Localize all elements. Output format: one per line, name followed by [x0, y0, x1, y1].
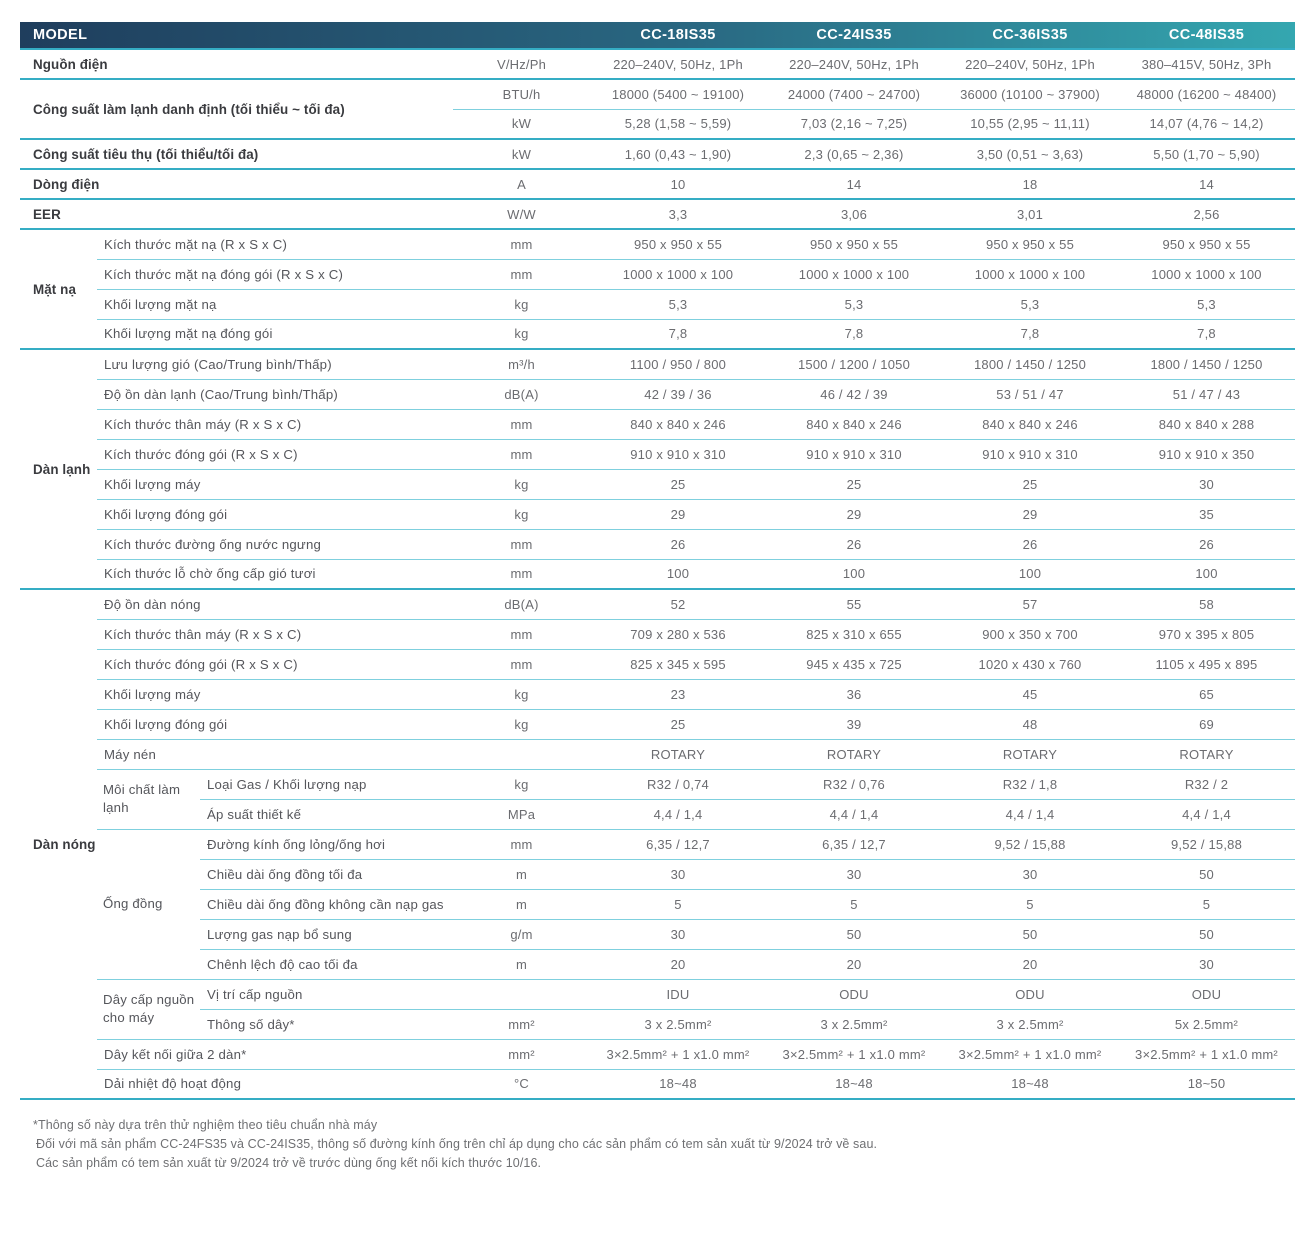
value-cell: 5	[766, 889, 942, 919]
unit-cell: kg	[453, 769, 590, 799]
value-cell: 5,3	[1118, 289, 1295, 319]
table-row	[20, 469, 1295, 499]
value-cell: 10	[590, 169, 766, 199]
value-cell: 1000 x 1000 x 100	[1118, 259, 1295, 289]
value-cell: 3,3	[590, 199, 766, 229]
value-cell: 3×2.5mm² + 1 x1.0 mm²	[942, 1039, 1118, 1069]
unit-cell	[453, 979, 590, 1009]
row-label: Công suất làm lạnh danh định (tối thiểu ~ tối đa)	[20, 79, 453, 139]
value-cell: 5	[1118, 889, 1295, 919]
value-cell: 5	[590, 889, 766, 919]
row-label: Kích thước thân máy (R x S x C)	[97, 409, 453, 439]
value-cell: 970 x 395 x 805	[1118, 619, 1295, 649]
value-cell: 3,50 (0,51 ~ 3,63)	[942, 139, 1118, 169]
value-cell: 3×2.5mm² + 1 x1.0 mm²	[590, 1039, 766, 1069]
table-row	[20, 799, 1295, 829]
value-cell: 14	[766, 169, 942, 199]
row-label: Kích thước thân máy (R x S x C)	[97, 619, 453, 649]
value-cell: 30	[590, 919, 766, 949]
value-cell: 6,35 / 12,7	[590, 829, 766, 859]
table-row	[20, 889, 1295, 919]
value-cell: 36000 (10100 ~ 37900)	[942, 79, 1118, 109]
value-cell: 4,4 / 1,4	[766, 799, 942, 829]
value-cell: 3,01	[942, 199, 1118, 229]
value-cell: R32 / 0,76	[766, 769, 942, 799]
value-cell: 26	[1118, 529, 1295, 559]
table-row	[20, 259, 1295, 289]
value-cell: 2,3 (0,65 ~ 2,36)	[766, 139, 942, 169]
value-cell: 5,50 (1,70 ~ 5,90)	[1118, 139, 1295, 169]
subgroup-label: Dây cấp nguồn cho máy	[97, 979, 200, 1039]
unit-cell: dB(A)	[453, 379, 590, 409]
value-cell: 14	[1118, 169, 1295, 199]
unit-cell: mm	[453, 619, 590, 649]
value-cell: 1000 x 1000 x 100	[766, 259, 942, 289]
model-column-header-cc-18is35: CC-18IS35	[640, 27, 716, 43]
value-cell: 18~50	[1118, 1069, 1295, 1099]
table-row	[20, 319, 1295, 349]
table-row	[20, 1009, 1295, 1039]
row-label: Độ ồn dàn nóng	[97, 589, 453, 619]
value-cell: 30	[942, 859, 1118, 889]
value-cell: 220–240V, 50Hz, 1Ph	[942, 49, 1118, 79]
value-cell: 1800 / 1450 / 1250	[942, 349, 1118, 379]
value-cell: 30	[1118, 469, 1295, 499]
row-label: Dây kết nối giữa 2 dàn*	[97, 1039, 453, 1069]
value-cell: 825 x 345 x 595	[590, 649, 766, 679]
row-label: Kích thước mặt nạ đóng gói (R x S x C)	[97, 259, 453, 289]
value-cell: 840 x 840 x 288	[1118, 409, 1295, 439]
row-label: Khối lượng mặt nạ đóng gói	[97, 319, 453, 349]
value-cell: 20	[590, 949, 766, 979]
table-row	[20, 1039, 1295, 1069]
table-row	[20, 679, 1295, 709]
model-header-label: MODEL	[33, 27, 88, 43]
value-cell: 910 x 910 x 310	[590, 439, 766, 469]
value-cell: 58	[1118, 589, 1295, 619]
value-cell: 100	[942, 559, 1118, 589]
value-cell: 20	[942, 949, 1118, 979]
value-cell: 5,3	[766, 289, 942, 319]
value-cell: 3,06	[766, 199, 942, 229]
unit-cell: kg	[453, 499, 590, 529]
unit-cell	[453, 739, 590, 769]
unit-cell: mm	[453, 229, 590, 259]
value-cell: ODU	[1118, 979, 1295, 1009]
value-cell: 55	[766, 589, 942, 619]
row-label: Kích thước lỗ chờ ống cấp gió tươi	[97, 559, 453, 589]
unit-cell: dB(A)	[453, 589, 590, 619]
table-row	[20, 619, 1295, 649]
value-cell: 4,4 / 1,4	[1118, 799, 1295, 829]
value-cell: 50	[1118, 859, 1295, 889]
value-cell: ROTARY	[590, 739, 766, 769]
unit-cell: W/W	[453, 199, 590, 229]
table-row	[20, 409, 1295, 439]
value-cell: ROTARY	[766, 739, 942, 769]
value-cell: ROTARY	[1118, 739, 1295, 769]
value-cell: 10,55 (2,95 ~ 11,11)	[942, 109, 1118, 139]
value-cell: 7,03 (2,16 ~ 7,25)	[766, 109, 942, 139]
row-label: Thông số dây*	[200, 1009, 453, 1039]
value-cell: 3 x 2.5mm²	[766, 1009, 942, 1039]
value-cell: 29	[590, 499, 766, 529]
value-cell: 950 x 950 x 55	[942, 229, 1118, 259]
row-label: Độ ồn dàn lạnh (Cao/Trung bình/Thấp)	[97, 379, 453, 409]
value-cell: ODU	[942, 979, 1118, 1009]
table-row	[20, 919, 1295, 949]
table-row	[20, 859, 1295, 889]
value-cell: 9,52 / 15,88	[942, 829, 1118, 859]
value-cell: 48000 (16200 ~ 48400)	[1118, 79, 1295, 109]
row-label: Loại Gas / Khối lượng nạp	[200, 769, 453, 799]
unit-cell: m	[453, 859, 590, 889]
unit-cell: mm	[453, 529, 590, 559]
unit-cell: MPa	[453, 799, 590, 829]
value-cell: 100	[590, 559, 766, 589]
unit-cell: g/m	[453, 919, 590, 949]
table-row	[20, 199, 1295, 229]
value-cell: 7,8	[590, 319, 766, 349]
value-cell: 46 / 42 / 39	[766, 379, 942, 409]
table-row	[20, 649, 1295, 679]
value-cell: 1105 x 495 x 895	[1118, 649, 1295, 679]
unit-cell: mm	[453, 559, 590, 589]
value-cell: 24000 (7400 ~ 24700)	[766, 79, 942, 109]
unit-cell: mm	[453, 829, 590, 859]
value-cell: 26	[766, 529, 942, 559]
value-cell: 4,4 / 1,4	[942, 799, 1118, 829]
value-cell: 53 / 51 / 47	[942, 379, 1118, 409]
value-cell: 50	[942, 919, 1118, 949]
unit-cell: kg	[453, 709, 590, 739]
table-row	[20, 499, 1295, 529]
value-cell: R32 / 1,8	[942, 769, 1118, 799]
value-cell: 52	[590, 589, 766, 619]
value-cell: 14,07 (4,76 ~ 14,2)	[1118, 109, 1295, 139]
row-label: Máy nén	[97, 739, 453, 769]
footnote-line: Đối với mã sản phẩm CC-24FS35 và CC-24IS35, thông số đường kính ống trên chỉ áp dụng cho các sản phẩm có tem sản xuất từ 9/2024 trở về sau.	[36, 1137, 878, 1151]
row-label: Khối lượng mặt nạ	[97, 289, 453, 319]
value-cell: 3×2.5mm² + 1 x1.0 mm²	[1118, 1039, 1295, 1069]
value-cell: 3×2.5mm² + 1 x1.0 mm²	[766, 1039, 942, 1069]
value-cell: 7,8	[942, 319, 1118, 349]
value-cell: 5,3	[590, 289, 766, 319]
unit-cell: BTU/h	[453, 79, 590, 109]
value-cell: R32 / 0,74	[590, 769, 766, 799]
value-cell: 25	[590, 469, 766, 499]
value-cell: 50	[1118, 919, 1295, 949]
footnote-line: Các sản phẩm có tem sản xuất từ 9/2024 trở về trước dùng ống kết nối kích thước 10/16.	[36, 1156, 542, 1170]
value-cell: 910 x 910 x 350	[1118, 439, 1295, 469]
table-row	[20, 979, 1295, 1009]
unit-header-cell	[453, 22, 590, 49]
value-cell: 30	[766, 859, 942, 889]
table-row	[20, 949, 1295, 979]
unit-cell: mm	[453, 259, 590, 289]
table-header-row	[20, 22, 1295, 49]
value-cell: 840 x 840 x 246	[942, 409, 1118, 439]
row-label: Khối lượng máy	[97, 469, 453, 499]
table-body	[20, 49, 1295, 1099]
value-cell: 29	[942, 499, 1118, 529]
row-label: Đường kính ống lỏng/ống hơi	[200, 829, 453, 859]
value-cell: 900 x 350 x 700	[942, 619, 1118, 649]
table-row	[20, 169, 1295, 199]
unit-cell: mm	[453, 409, 590, 439]
value-cell: 45	[942, 679, 1118, 709]
value-cell: 29	[766, 499, 942, 529]
value-cell: 2,56	[1118, 199, 1295, 229]
row-label: Lưu lượng gió (Cao/Trung bình/Thấp)	[97, 349, 453, 379]
value-cell: ODU	[766, 979, 942, 1009]
value-cell: 945 x 435 x 725	[766, 649, 942, 679]
subgroup-label: Ống đồng	[97, 829, 200, 979]
unit-cell: m³/h	[453, 349, 590, 379]
unit-cell: m	[453, 949, 590, 979]
unit-cell: kg	[453, 679, 590, 709]
value-cell: 30	[1118, 949, 1295, 979]
unit-cell: mm²	[453, 1009, 590, 1039]
value-cell: 3 x 2.5mm²	[590, 1009, 766, 1039]
value-cell: 7,8	[1118, 319, 1295, 349]
footnotes	[20, 1100, 1295, 1173]
row-label: Kích thước đóng gói (R x S x C)	[97, 439, 453, 469]
row-label: Khối lượng máy	[97, 679, 453, 709]
unit-cell: kW	[453, 139, 590, 169]
table-row	[20, 559, 1295, 589]
value-cell: 840 x 840 x 246	[590, 409, 766, 439]
table-row	[20, 709, 1295, 739]
table-row	[20, 289, 1295, 319]
value-cell: IDU	[590, 979, 766, 1009]
row-label: Công suất tiêu thụ (tối thiểu/tối đa)	[20, 139, 453, 169]
value-cell: 5	[942, 889, 1118, 919]
value-cell: 69	[1118, 709, 1295, 739]
row-label: EER	[20, 199, 453, 229]
value-cell: 950 x 950 x 55	[766, 229, 942, 259]
value-cell: 1100 / 950 / 800	[590, 349, 766, 379]
value-cell: 825 x 310 x 655	[766, 619, 942, 649]
row-label: Khối lượng đóng gói	[97, 499, 453, 529]
value-cell: 1500 / 1200 / 1050	[766, 349, 942, 379]
group-label: Dàn lạnh	[20, 349, 97, 589]
unit-cell: kg	[453, 319, 590, 349]
value-cell: 48	[942, 709, 1118, 739]
row-label: Kích thước đường ống nước ngưng	[97, 529, 453, 559]
value-cell: 1,60 (0,43 ~ 1,90)	[590, 139, 766, 169]
value-cell: 950 x 950 x 55	[590, 229, 766, 259]
value-cell: 36	[766, 679, 942, 709]
value-cell: 65	[1118, 679, 1295, 709]
value-cell: 20	[766, 949, 942, 979]
value-cell: 709 x 280 x 536	[590, 619, 766, 649]
value-cell: 1800 / 1450 / 1250	[1118, 349, 1295, 379]
group-label: Mặt nạ	[20, 229, 97, 349]
table-row	[20, 829, 1295, 859]
row-label: Nguồn điện	[20, 49, 453, 79]
table-row	[20, 229, 1295, 259]
table-row	[20, 139, 1295, 169]
value-cell: 5,28 (1,58 ~ 5,59)	[590, 109, 766, 139]
row-label: Áp suất thiết kế	[200, 799, 453, 829]
unit-cell: kW	[453, 109, 590, 139]
spec-table	[20, 22, 1295, 1100]
row-label: Chênh lệch độ cao tối đa	[200, 949, 453, 979]
subgroup-label: Môi chất làm lạnh	[97, 769, 200, 829]
row-label: Kích thước mặt nạ (R x S x C)	[97, 229, 453, 259]
value-cell: 910 x 910 x 310	[766, 439, 942, 469]
table-row	[20, 1069, 1295, 1099]
table-row	[20, 589, 1295, 619]
row-label: Chiều dài ống đồng tối đa	[200, 859, 453, 889]
value-cell: ROTARY	[942, 739, 1118, 769]
model-column-header-cc-48is35: CC-48IS35	[1168, 27, 1245, 43]
value-cell: 18~48	[942, 1069, 1118, 1099]
row-label: Lượng gas nạp bổ sung	[200, 919, 453, 949]
group-label: Dàn nóng	[20, 589, 97, 1099]
value-cell: 220–240V, 50Hz, 1Ph	[590, 49, 766, 79]
value-cell: 6,35 / 12,7	[766, 829, 942, 859]
value-cell: 5x 2.5mm²	[1118, 1009, 1295, 1039]
value-cell: 30	[590, 859, 766, 889]
unit-cell: m	[453, 889, 590, 919]
unit-cell: mm	[453, 439, 590, 469]
row-label: Dòng điện	[20, 169, 453, 199]
unit-cell: kg	[453, 289, 590, 319]
row-label: Vị trí cấp nguồn	[200, 979, 453, 1009]
table-row	[20, 739, 1295, 769]
unit-cell: kg	[453, 469, 590, 499]
value-cell: 18~48	[766, 1069, 942, 1099]
value-cell: 25	[590, 709, 766, 739]
value-cell: 4,4 / 1,4	[590, 799, 766, 829]
value-cell: 7,8	[766, 319, 942, 349]
value-cell: 18000 (5400 ~ 19100)	[590, 79, 766, 109]
value-cell: 3 x 2.5mm²	[942, 1009, 1118, 1039]
value-cell: 39	[766, 709, 942, 739]
value-cell: 840 x 840 x 246	[766, 409, 942, 439]
row-label: Chiều dài ống đồng không cần nạp gas	[200, 889, 453, 919]
value-cell: 380–415V, 50Hz, 3Ph	[1118, 49, 1295, 79]
value-cell: 51 / 47 / 43	[1118, 379, 1295, 409]
value-cell: 9,52 / 15,88	[1118, 829, 1295, 859]
table-row	[20, 529, 1295, 559]
row-label: Kích thước đóng gói (R x S x C)	[97, 649, 453, 679]
table-row	[20, 379, 1295, 409]
value-cell: 25	[766, 469, 942, 499]
unit-cell: mm	[453, 649, 590, 679]
value-cell: 910 x 910 x 310	[942, 439, 1118, 469]
table-row	[20, 349, 1295, 379]
value-cell: 26	[942, 529, 1118, 559]
value-cell: 950 x 950 x 55	[1118, 229, 1295, 259]
row-label: Dải nhiệt độ hoạt động	[97, 1069, 453, 1099]
value-cell: 25	[942, 469, 1118, 499]
unit-cell: mm²	[453, 1039, 590, 1069]
value-cell: 100	[766, 559, 942, 589]
value-cell: 1000 x 1000 x 100	[942, 259, 1118, 289]
value-cell: 100	[1118, 559, 1295, 589]
value-cell: 23	[590, 679, 766, 709]
table-row	[20, 79, 1295, 109]
row-label: Khối lượng đóng gói	[97, 709, 453, 739]
table-row	[20, 439, 1295, 469]
value-cell: 1000 x 1000 x 100	[590, 259, 766, 289]
value-cell: 26	[590, 529, 766, 559]
unit-cell: °C	[453, 1069, 590, 1099]
table-row	[20, 769, 1295, 799]
value-cell: 35	[1118, 499, 1295, 529]
value-cell: R32 / 2	[1118, 769, 1295, 799]
value-cell: 5,3	[942, 289, 1118, 319]
value-cell: 42 / 39 / 36	[590, 379, 766, 409]
value-cell: 50	[766, 919, 942, 949]
value-cell: 18	[942, 169, 1118, 199]
value-cell: 1020 x 430 x 760	[942, 649, 1118, 679]
footnote-line: *Thông số này dựa trên thử nghiệm theo tiêu chuẩn nhà máy	[33, 1118, 378, 1132]
unit-cell: V/Hz/Ph	[453, 49, 590, 79]
model-column-header-cc-36is35: CC-36IS35	[992, 27, 1068, 43]
value-cell: 220–240V, 50Hz, 1Ph	[766, 49, 942, 79]
model-column-header-cc-24is35: CC-24IS35	[816, 27, 892, 43]
table-row	[20, 49, 1295, 79]
value-cell: 57	[942, 589, 1118, 619]
unit-cell: A	[453, 169, 590, 199]
value-cell: 18~48	[590, 1069, 766, 1099]
